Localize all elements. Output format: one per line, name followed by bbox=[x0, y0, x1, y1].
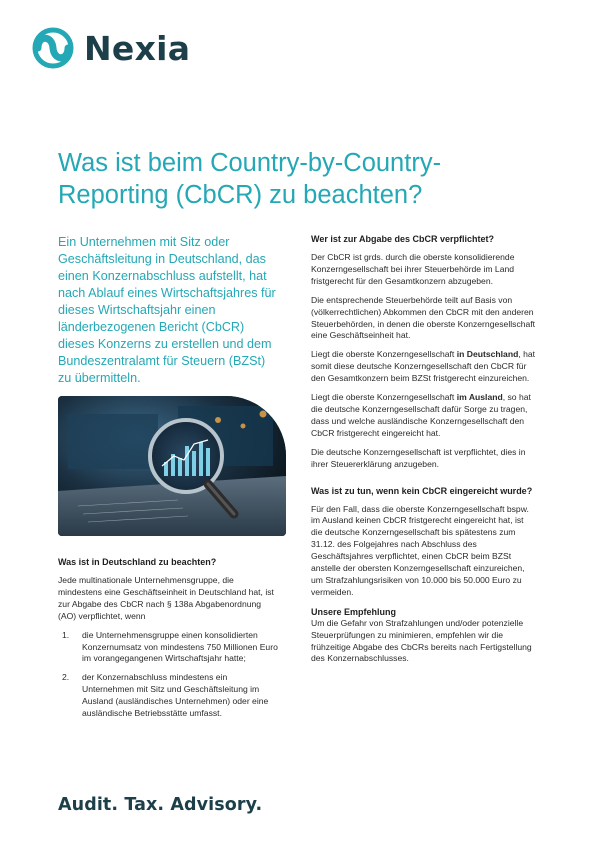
right-paragraph-abroad bbox=[311, 392, 537, 440]
requirements-list bbox=[58, 630, 280, 720]
text-run: Liegt die oberste Konzerngesellschaft bbox=[311, 349, 457, 360]
right-heading-no-report: Was ist zu tun, wenn kein CbCR eingereicht wurde? bbox=[311, 485, 533, 496]
text-run: , hat somit diese deutsche Konzerngesellschaft den CbCR für den Gesamtkonzern beim BZSt fristgerecht einzureichen. bbox=[311, 349, 536, 384]
brand-name: Nexia bbox=[84, 28, 191, 68]
right-heading-obligation: Wer ist zur Abgabe des CbCR verpflichtet? bbox=[311, 234, 495, 244]
brand-logo bbox=[30, 27, 190, 69]
section-no-report bbox=[311, 485, 537, 599]
left-paragraph: Jede multinationale Unternehmensgruppe, die mindestens eine Geschäftseinheit in Deutschland hat, ist zur Abgabe des CbCR nach § 138a Abgabenordnung (AO) verpflichtet, wenn bbox=[58, 575, 274, 621]
bold-run: im Ausland bbox=[456, 392, 503, 403]
right-paragraph: Der CbCR ist grds. durch die oberste konsolidierende Konzerngesellschaft bei ihrer Steuerbehörde im Land fristgerecht für den Gesamtkonzern abzugeben. bbox=[311, 252, 515, 286]
brand-tagline: Audit. Tax. Advisory. bbox=[58, 795, 263, 815]
list-item bbox=[58, 672, 280, 720]
right-paragraph: Für den Fall, dass die oberste Konzerngesellschaft bspw. im Ausland keinen CbCR fristgerecht eingereicht hat, ist die deutsche Konzerngesellschaft bis spätestens zum 31.12. des Folgejahres nach Abschluss des Geschäftsjahres verpflichtet, einen CbCR beim BZSt anstelle der obersten Konzerngesellschaft einzureichen, um Strafzahlungsrisiken von 10.000 bis 50.000 Euro zu vermeiden. bbox=[311, 503, 529, 597]
right-paragraph: Um die Gefahr von Strafzahlungen und/oder potenzielle Steuerprüfungen zu minimieren, empfehlen wir die frühzeitige Abgabe des CbCRs bereits nach Fertigstellung des Konzernabschlusses. bbox=[311, 617, 532, 664]
right-column bbox=[311, 233, 537, 672]
nexia-logo-icon bbox=[30, 27, 76, 69]
text-run: Liegt die oberste Konzerngesellschaft bbox=[311, 392, 457, 403]
right-paragraph: Die deutsche Konzerngesellschaft ist verpflichtet, dies in ihrer Steuererklärung anzugeben. bbox=[311, 446, 526, 469]
list-item bbox=[58, 630, 280, 666]
text-run: , so hat die deutsche Konzerngesellschaft dafür Sorge zu tragen, dass und welche ausländische Konzerngesellschaft den CbCR fristgerecht eingereicht hat. bbox=[311, 392, 531, 438]
right-paragraph-germany bbox=[311, 349, 537, 385]
list-text: der Konzernabschluss mindestens ein Unternehmen mit Sitz und Geschäftsleitung im Ausland (ausländisches Unternehmen) oder eine ausländische Betriebsstätte umfasst. bbox=[82, 672, 269, 719]
bold-run: in Deutschland bbox=[456, 349, 519, 360]
page-title: Was ist beim Country-by-Country-Reporting (CbCR) zu beachten? bbox=[58, 149, 442, 209]
right-heading-recommendation: Unsere Empfehlung bbox=[311, 606, 397, 617]
left-column bbox=[58, 556, 280, 727]
right-paragraph: Die entsprechende Steuerbehörde teilt auf Basis von (völkerrechtlichen) Abkommen den CbCR mit den anderen Steuerbehörden, in denen die oberste Konzerngesellschaft eine Geschäftseinheit hat. bbox=[311, 294, 536, 341]
list-number: 1. bbox=[62, 629, 70, 640]
hero-image bbox=[58, 396, 286, 536]
left-heading: Was ist in Deutschland zu beachten? bbox=[58, 557, 217, 567]
intro-text: Ein Unternehmen mit Sitz oder Geschäftsleitung in Deutschland, das einen Konzernabschluss aufstellt, hat nach Ablauf eines Wirtschaftsjahres für dieses Wirtschaftsjahr einen länderbezogenen Bericht (CbCR) dieses Konzerns zu erstellen und dem Bundeszentralamt für Steuern (BZSt) zu übermitteln. bbox=[58, 235, 276, 385]
list-text: die Unternehmensgruppe einen konsolidierten Konzernumsatz von mindestens 750 Millionen Euro im vorangegangenen Wirtschaftsjahr hatte; bbox=[82, 629, 278, 664]
list-number: 2. bbox=[62, 672, 70, 683]
